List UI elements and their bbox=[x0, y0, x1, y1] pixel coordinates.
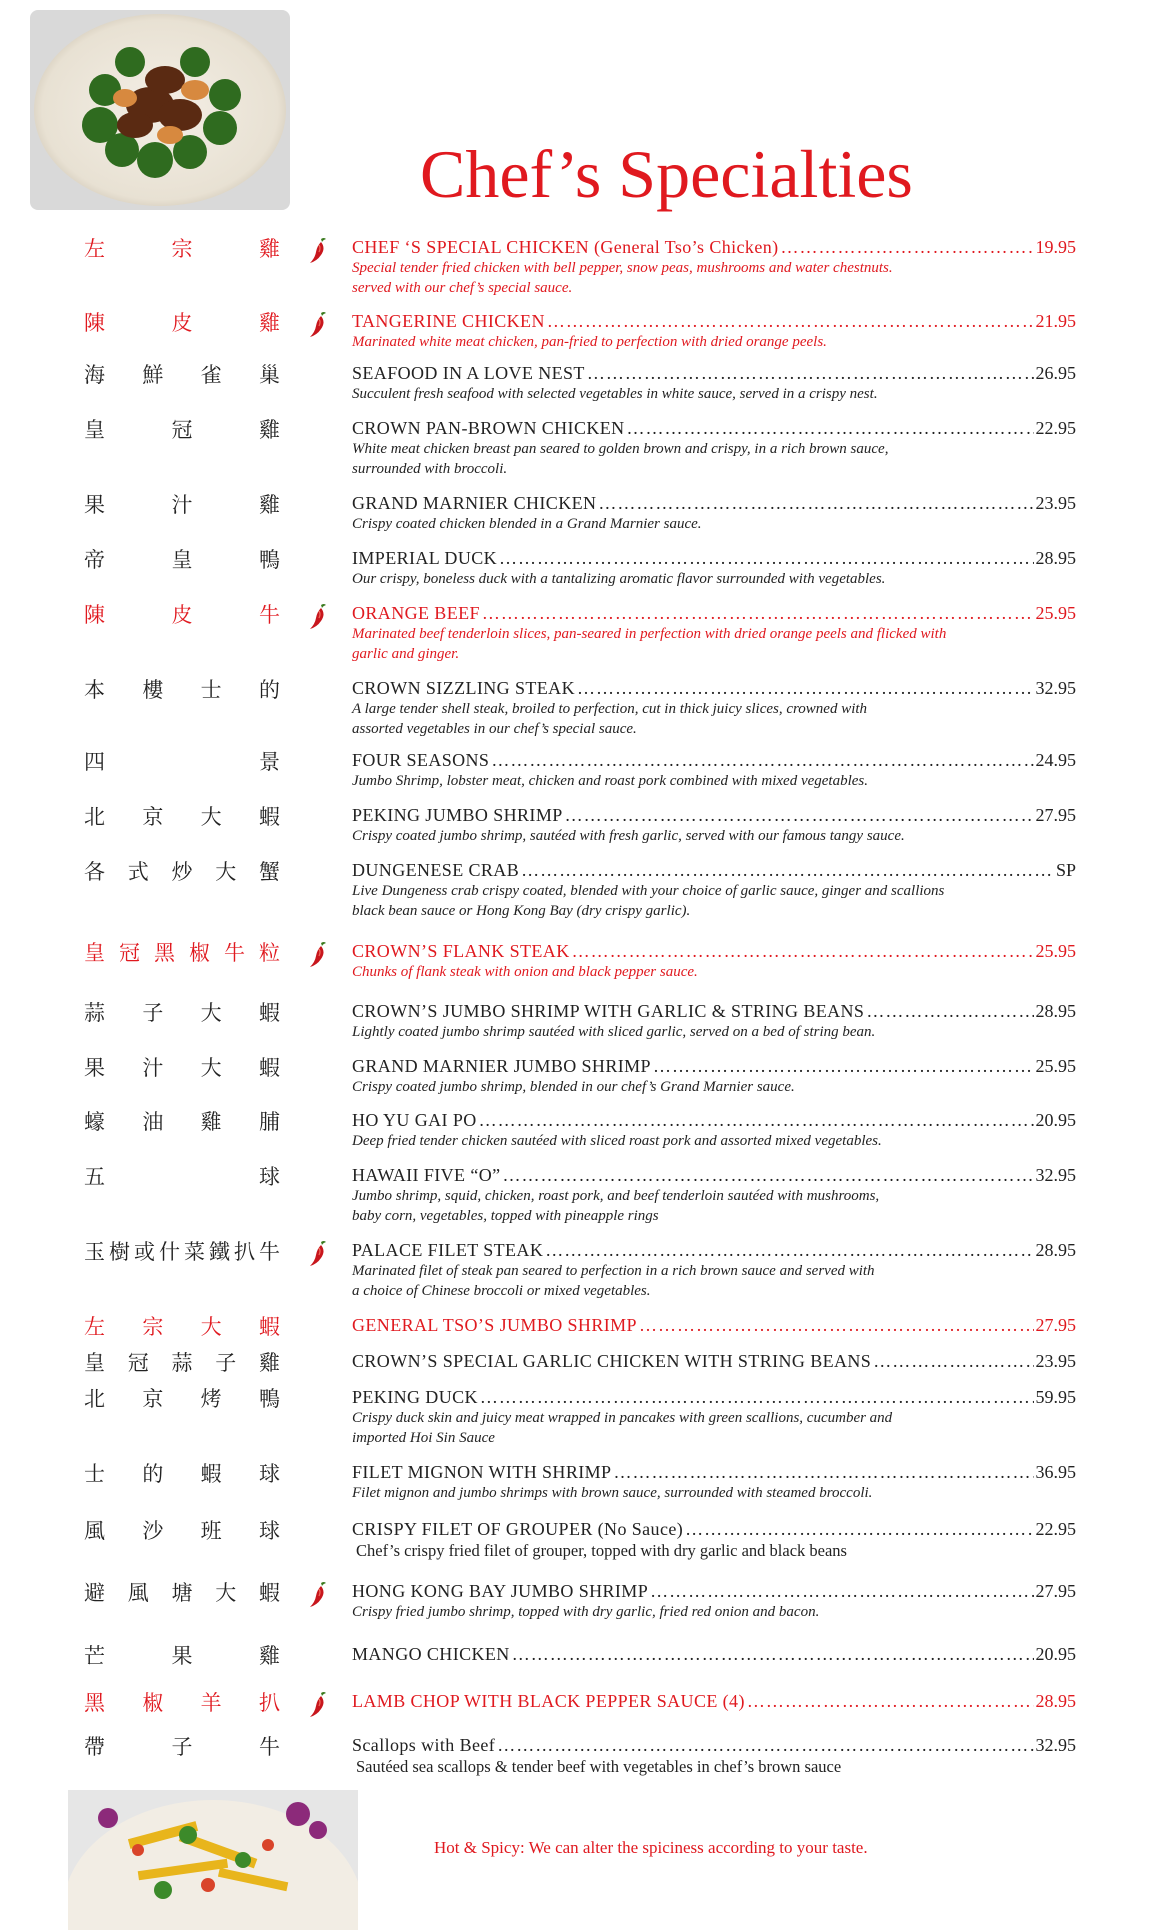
dish-name: IMPERIAL DUCK bbox=[352, 548, 498, 568]
dish-description: White meat chicken breast pan seared to golden brown and crispy, in a rich brown sauce, surrounded with broccoli. bbox=[352, 441, 889, 477]
chinese-char: 雞 bbox=[259, 311, 280, 335]
dish-details bbox=[352, 1109, 1076, 1152]
dish-price: 25.95 bbox=[1035, 941, 1076, 961]
dish-line bbox=[352, 749, 1076, 771]
dish-price: 59.95 bbox=[1035, 1387, 1076, 1407]
chinese-char: 避 bbox=[84, 1581, 105, 1605]
chinese-char: 扒 bbox=[234, 1240, 255, 1264]
chinese-char: 皇 bbox=[171, 548, 193, 572]
dish-name: CHEF ‘S SPECIAL CHICKEN (General Tso’s Chicken) bbox=[352, 237, 779, 257]
chinese-char: 蠔 bbox=[84, 1110, 105, 1134]
chinese-char: 汁 bbox=[142, 1056, 164, 1080]
chinese-char: 雞 bbox=[259, 493, 280, 517]
chinese-char: 左 bbox=[84, 1315, 105, 1339]
chinese-char: 菜 bbox=[184, 1240, 205, 1264]
dish-details bbox=[352, 1350, 1076, 1372]
chinese-char: 什 bbox=[159, 1240, 180, 1264]
dish-name: PALACE FILET STEAK bbox=[352, 1240, 544, 1260]
dish-line bbox=[352, 1239, 1076, 1261]
dish-line bbox=[352, 1580, 1076, 1602]
dot-leader bbox=[480, 1386, 1034, 1408]
dish-details bbox=[352, 749, 1076, 792]
dish-details bbox=[352, 1239, 1076, 1301]
dish-line bbox=[352, 677, 1076, 699]
chinese-char: 各 bbox=[84, 860, 105, 884]
dish-price: 20.95 bbox=[1035, 1110, 1076, 1130]
dish-description: Jumbo shrimp, squid, chicken, roast pork, and beef tenderloin sautéed with mushrooms, baby corn, vegetables, topped with pineapple rings bbox=[352, 1188, 880, 1224]
dish-line bbox=[352, 1164, 1076, 1186]
dish-description: Crispy coated jumbo shrimp, sautéed with fresh garlic, served with our famous tangy sauce. bbox=[352, 828, 905, 844]
dot-leader bbox=[479, 1109, 1034, 1131]
dish-name: Scallops with Beef bbox=[352, 1735, 496, 1755]
dish-details bbox=[352, 1000, 1076, 1043]
dish-details bbox=[352, 547, 1076, 590]
dish-details bbox=[352, 1164, 1076, 1226]
dot-leader bbox=[521, 859, 1054, 881]
chinese-char: 子 bbox=[142, 1001, 164, 1025]
chinese-char: 鮮 bbox=[142, 363, 164, 387]
dish-line bbox=[352, 1518, 1076, 1540]
dish-line bbox=[352, 1350, 1076, 1372]
dish-details bbox=[352, 1643, 1076, 1665]
dish-name: MANGO CHICKEN bbox=[352, 1644, 510, 1664]
chinese-name bbox=[84, 1734, 280, 1760]
chinese-char: 皮 bbox=[171, 311, 193, 335]
dot-leader bbox=[653, 1055, 1034, 1077]
dish-line bbox=[352, 547, 1076, 569]
dish-price: 28.95 bbox=[1035, 1240, 1076, 1260]
chinese-name bbox=[84, 362, 280, 388]
dot-leader bbox=[512, 1643, 1034, 1665]
page-title: Chef’s Specialties bbox=[420, 136, 913, 212]
chinese-char: 牛 bbox=[259, 1240, 280, 1264]
chinese-char: 鐵 bbox=[209, 1240, 230, 1264]
dish-description: Live Dungeness crab crispy coated, blended with your choice of garlic sauce, ginger and scallions black bean sauce or Hong Kong Bay (dry crispy garlic). bbox=[352, 883, 945, 919]
chinese-char: 左 bbox=[84, 237, 105, 261]
dish-line bbox=[352, 940, 1076, 962]
dot-leader bbox=[499, 547, 1033, 569]
chinese-char: 羊 bbox=[200, 1691, 222, 1715]
dish-details bbox=[352, 1580, 1076, 1623]
chili-pepper-icon bbox=[308, 236, 328, 264]
chili-pepper-icon bbox=[308, 940, 328, 968]
chinese-char: 蝦 bbox=[259, 1581, 280, 1605]
dish-price: 21.95 bbox=[1035, 311, 1076, 331]
chinese-char: 宗 bbox=[171, 237, 193, 261]
dot-leader bbox=[781, 236, 1034, 258]
dot-leader bbox=[587, 362, 1034, 384]
dish-price: 28.95 bbox=[1035, 1001, 1076, 1021]
dish-details bbox=[352, 1518, 1076, 1561]
chinese-char: 球 bbox=[259, 1165, 280, 1189]
dish-line bbox=[352, 1461, 1076, 1483]
chinese-char: 陳 bbox=[84, 603, 105, 627]
chinese-name bbox=[84, 1055, 280, 1081]
chinese-char: 陳 bbox=[84, 311, 105, 335]
dish-details bbox=[352, 1386, 1076, 1448]
dish-price: 28.95 bbox=[1035, 1691, 1076, 1711]
dish-description: A large tender shell steak, broiled to perfection, cut in thick juicy slices, crowned with assorted vegetables in our chef’s special sauce. bbox=[352, 701, 868, 737]
chinese-char: 式 bbox=[127, 860, 149, 884]
chinese-char: 班 bbox=[200, 1519, 222, 1543]
chinese-char: 大 bbox=[215, 860, 237, 884]
dish-description: Jumbo Shrimp, lobster meat, chicken and roast pork combined with mixed vegetables. bbox=[352, 773, 869, 789]
dish-price: 25.95 bbox=[1035, 603, 1076, 623]
dish-price: 23.95 bbox=[1035, 493, 1076, 513]
chinese-char: 雞 bbox=[259, 1644, 280, 1668]
dish-description: Marinated beef tenderloin slices, pan-seared in perfection with dried orange peels and flicked with garlic and ginger. bbox=[352, 626, 947, 662]
dish-line bbox=[352, 1734, 1076, 1756]
dish-price: 23.95 bbox=[1035, 1351, 1076, 1371]
chinese-name bbox=[84, 1314, 280, 1340]
dish-line bbox=[352, 1000, 1076, 1022]
dish-description: Our crispy, boneless duck with a tantalizing aromatic flavor surrounded with vegetables. bbox=[352, 571, 886, 587]
chinese-char: 汁 bbox=[171, 493, 193, 517]
dish-name: DUNGENESE CRAB bbox=[352, 860, 520, 880]
dish-details bbox=[352, 859, 1076, 921]
dish-name: TANGERINE CHICKEN bbox=[352, 311, 545, 331]
dish-price: 32.95 bbox=[1035, 678, 1076, 698]
chinese-char: 蒜 bbox=[84, 1001, 105, 1025]
chinese-name bbox=[84, 236, 280, 262]
dish-line bbox=[352, 236, 1076, 258]
dish-description: Crispy coated jumbo shrimp, blended in our chef’s Grand Marnier sauce. bbox=[352, 1079, 795, 1095]
dot-leader bbox=[491, 749, 1033, 771]
chinese-char: 雀 bbox=[200, 363, 222, 387]
dish-details bbox=[352, 417, 1076, 479]
dish-description: Sautéed sea scallops & tender beef with vegetables in chef’s brown sauce bbox=[356, 1757, 842, 1776]
chinese-char: 蝦 bbox=[258, 1315, 280, 1339]
dot-leader bbox=[639, 1314, 1034, 1336]
dish-price: 27.95 bbox=[1035, 1315, 1076, 1335]
dish-details bbox=[352, 236, 1076, 298]
dish-description: Crispy duck skin and juicy meat wrapped in pancakes with green scallions, cucumber and imported Hoi Sin Sauce bbox=[352, 1410, 893, 1446]
dot-leader bbox=[613, 1461, 1033, 1483]
chinese-char: 皮 bbox=[171, 603, 193, 627]
chinese-char: 脯 bbox=[258, 1110, 280, 1134]
chinese-char: 果 bbox=[84, 1056, 105, 1080]
chinese-char: 雞 bbox=[259, 418, 280, 442]
chinese-name bbox=[84, 804, 280, 830]
chinese-char: 果 bbox=[84, 493, 105, 517]
dish-details bbox=[352, 362, 1076, 405]
chinese-name bbox=[84, 859, 280, 885]
chinese-name bbox=[84, 1239, 280, 1265]
dish-name: CROWN SIZZLING STEAK bbox=[352, 678, 575, 698]
chili-pepper-icon bbox=[308, 1239, 328, 1267]
chinese-char: 冠 bbox=[127, 1351, 149, 1375]
chinese-char: 芒 bbox=[84, 1644, 105, 1668]
chinese-name bbox=[84, 1109, 280, 1135]
dish-price: 27.95 bbox=[1035, 1581, 1076, 1601]
chinese-name bbox=[84, 1643, 280, 1669]
chinese-name bbox=[84, 749, 280, 775]
dot-leader bbox=[503, 1164, 1034, 1186]
chinese-char: 帶 bbox=[84, 1735, 105, 1759]
dish-line bbox=[352, 1386, 1076, 1408]
dot-leader bbox=[547, 310, 1034, 332]
chinese-char: 冠 bbox=[119, 941, 140, 965]
chinese-char: 景 bbox=[259, 750, 280, 774]
dish-details bbox=[352, 804, 1076, 847]
dish-line bbox=[352, 492, 1076, 514]
chinese-char: 蝦 bbox=[200, 1462, 222, 1486]
dish-line bbox=[352, 1690, 1076, 1712]
dish-price: 19.95 bbox=[1035, 237, 1076, 257]
chinese-char: 士 bbox=[84, 1462, 105, 1486]
chinese-char: 風 bbox=[127, 1581, 149, 1605]
chinese-char: 的 bbox=[258, 678, 280, 702]
dish-name: CROWN PAN-BROWN CHICKEN bbox=[352, 418, 625, 438]
dish-line bbox=[352, 804, 1076, 826]
chinese-char: 子 bbox=[215, 1351, 237, 1375]
dot-leader bbox=[572, 940, 1034, 962]
dish-line bbox=[352, 417, 1076, 439]
chinese-char: 牛 bbox=[259, 1735, 280, 1759]
dish-price: 27.95 bbox=[1035, 805, 1076, 825]
dish-photo-bottom-image bbox=[68, 1790, 358, 1930]
dish-description: Chunks of flank steak with onion and black pepper sauce. bbox=[352, 964, 698, 980]
dish-line bbox=[352, 602, 1076, 624]
chinese-char: 皇 bbox=[84, 1351, 105, 1375]
chinese-char: 蝦 bbox=[258, 1001, 280, 1025]
dish-name: FILET MIGNON WITH SHRIMP bbox=[352, 1462, 612, 1482]
dish-line bbox=[352, 1109, 1076, 1131]
chinese-char: 球 bbox=[258, 1462, 280, 1486]
chinese-char: 北 bbox=[84, 1387, 105, 1411]
chinese-name bbox=[84, 1350, 280, 1376]
chinese-name bbox=[84, 677, 280, 703]
chili-pepper-icon bbox=[308, 602, 328, 630]
dish-price: 22.95 bbox=[1035, 1519, 1076, 1539]
dish-name: FOUR SEASONS bbox=[352, 750, 490, 770]
chinese-name bbox=[84, 602, 280, 628]
chinese-name bbox=[84, 417, 280, 443]
chinese-name bbox=[84, 1461, 280, 1487]
dish-details bbox=[352, 677, 1076, 739]
chinese-char: 子 bbox=[171, 1735, 193, 1759]
chinese-name bbox=[84, 1580, 280, 1606]
chinese-char: 扒 bbox=[258, 1691, 280, 1715]
dish-details bbox=[352, 1055, 1076, 1098]
chinese-char: 炒 bbox=[171, 860, 193, 884]
chinese-char: 牛 bbox=[224, 941, 245, 965]
chinese-char: 油 bbox=[142, 1110, 164, 1134]
chinese-char: 樓 bbox=[142, 678, 164, 702]
chinese-char: 鴨 bbox=[258, 1387, 280, 1411]
dish-details bbox=[352, 1690, 1076, 1712]
chinese-char: 五 bbox=[84, 1165, 105, 1189]
dish-name: LAMB CHOP WITH BLACK PEPPER SAUCE (4) bbox=[352, 1691, 745, 1711]
chinese-char: 大 bbox=[215, 1581, 237, 1605]
chinese-char: 蝦 bbox=[258, 805, 280, 829]
dish-name: CROWN’S SPECIAL GARLIC CHICKEN WITH STRING BEANS bbox=[352, 1351, 872, 1371]
chinese-char: 本 bbox=[84, 678, 105, 702]
dot-leader bbox=[545, 1239, 1033, 1261]
chinese-char: 牛 bbox=[259, 603, 280, 627]
chinese-char: 黑 bbox=[154, 941, 175, 965]
dish-name: ORANGE BEEF bbox=[352, 603, 480, 623]
dish-description: Marinated white meat chicken, pan-fried to perfection with dried orange peels. bbox=[352, 334, 827, 350]
chinese-char: 皇 bbox=[84, 418, 105, 442]
dish-price: 24.95 bbox=[1035, 750, 1076, 770]
dish-description: Special tender fried chicken with bell pepper, snow peas, mushrooms and water chestnuts. served with our chef’s special sauce. bbox=[352, 260, 893, 296]
dish-line bbox=[352, 1643, 1076, 1665]
chinese-char: 沙 bbox=[142, 1519, 164, 1543]
chinese-char: 或 bbox=[134, 1240, 155, 1264]
chinese-char: 蒜 bbox=[171, 1351, 193, 1375]
chinese-char: 椒 bbox=[142, 1691, 164, 1715]
chinese-char: 鴨 bbox=[259, 548, 280, 572]
chinese-char: 京 bbox=[142, 1387, 164, 1411]
dish-description: Crispy fried jumbo shrimp, topped with dry garlic, fried red onion and bacon. bbox=[352, 1604, 820, 1620]
dish-name: GENERAL TSO’S JUMBO SHRIMP bbox=[352, 1315, 637, 1335]
dish-name: CRISPY FILET OF GROUPER (No Sauce) bbox=[352, 1519, 684, 1539]
chinese-char: 四 bbox=[84, 750, 105, 774]
dish-line bbox=[352, 310, 1076, 332]
chinese-name bbox=[84, 547, 280, 573]
chinese-char: 雞 bbox=[259, 237, 280, 261]
dish-price: 26.95 bbox=[1035, 363, 1076, 383]
dot-leader bbox=[497, 1734, 1033, 1756]
dish-details bbox=[352, 940, 1076, 983]
dot-leader bbox=[685, 1518, 1033, 1540]
chinese-char: 球 bbox=[258, 1519, 280, 1543]
dot-leader bbox=[482, 602, 1034, 624]
chinese-char: 的 bbox=[142, 1462, 164, 1486]
dot-leader bbox=[565, 804, 1034, 826]
chinese-char: 大 bbox=[200, 1056, 222, 1080]
chili-pepper-icon bbox=[308, 1580, 328, 1608]
chinese-char: 樹 bbox=[109, 1240, 130, 1264]
chinese-char: 風 bbox=[84, 1519, 105, 1543]
chinese-char: 海 bbox=[84, 363, 105, 387]
chinese-char: 北 bbox=[84, 805, 105, 829]
chinese-name bbox=[84, 1386, 280, 1412]
chinese-char: 黑 bbox=[84, 1691, 105, 1715]
dish-line bbox=[352, 1055, 1076, 1077]
dot-leader bbox=[747, 1690, 1034, 1712]
chinese-char: 雞 bbox=[200, 1110, 222, 1134]
chinese-name bbox=[84, 310, 280, 336]
chinese-char: 玉 bbox=[84, 1240, 105, 1264]
chinese-char: 京 bbox=[142, 805, 164, 829]
dot-leader bbox=[577, 677, 1034, 699]
chinese-char: 椒 bbox=[189, 941, 210, 965]
dish-price: SP bbox=[1055, 860, 1076, 880]
chinese-name bbox=[84, 1000, 280, 1026]
chinese-char: 蝦 bbox=[258, 1056, 280, 1080]
dish-details bbox=[352, 310, 1076, 353]
chinese-char: 士 bbox=[200, 678, 222, 702]
chinese-char: 大 bbox=[200, 1001, 222, 1025]
chinese-char: 粒 bbox=[259, 941, 280, 965]
dish-name: PEKING JUMBO SHRIMP bbox=[352, 805, 563, 825]
chinese-char: 雞 bbox=[259, 1351, 280, 1375]
dish-name: CROWN’S FLANK STEAK bbox=[352, 941, 570, 961]
chinese-char: 帝 bbox=[84, 548, 105, 572]
spicy-note: Hot & Spicy: We can alter the spiciness according to your taste. bbox=[434, 1838, 868, 1857]
dish-description: Crispy coated chicken blended in a Grand Marnier sauce. bbox=[352, 516, 702, 532]
dot-leader bbox=[866, 1000, 1033, 1022]
dish-price: 32.95 bbox=[1035, 1735, 1076, 1755]
dish-price: 22.95 bbox=[1035, 418, 1076, 438]
dot-leader bbox=[650, 1580, 1033, 1602]
chinese-char: 皇 bbox=[84, 941, 105, 965]
dish-name: GRAND MARNIER CHICKEN bbox=[352, 493, 597, 513]
dish-details bbox=[352, 602, 1076, 664]
chinese-char: 巢 bbox=[258, 363, 280, 387]
chinese-name bbox=[84, 1690, 280, 1716]
chinese-char: 烤 bbox=[200, 1387, 222, 1411]
chinese-char: 蟹 bbox=[259, 860, 280, 884]
dish-name: HONG KONG BAY JUMBO SHRIMP bbox=[352, 1581, 649, 1601]
dish-name: GRAND MARNIER JUMBO SHRIMP bbox=[352, 1056, 651, 1076]
dish-price: 28.95 bbox=[1035, 548, 1076, 568]
chili-pepper-icon bbox=[308, 1690, 328, 1718]
dish-details bbox=[352, 1461, 1076, 1504]
dish-description: Lightly coated jumbo shrimp sautéed with sliced garlic, served on a bed of string bean. bbox=[352, 1024, 876, 1040]
chinese-char: 宗 bbox=[142, 1315, 164, 1339]
chinese-name bbox=[84, 940, 280, 966]
dish-line bbox=[352, 1314, 1076, 1336]
dish-details bbox=[352, 1314, 1076, 1336]
dish-details bbox=[352, 492, 1076, 535]
chinese-char: 大 bbox=[200, 1315, 222, 1339]
chili-pepper-icon bbox=[308, 310, 328, 338]
chinese-name bbox=[84, 492, 280, 518]
dot-leader bbox=[627, 417, 1034, 439]
dish-price: 32.95 bbox=[1035, 1165, 1076, 1185]
dish-name: PEKING DUCK bbox=[352, 1387, 478, 1407]
dish-details bbox=[352, 1734, 1076, 1777]
dish-name: HAWAII FIVE “O” bbox=[352, 1165, 501, 1185]
dot-leader bbox=[598, 492, 1033, 514]
dish-name: SEAFOOD IN A LOVE NEST bbox=[352, 363, 585, 383]
dish-line bbox=[352, 362, 1076, 384]
chinese-name bbox=[84, 1164, 280, 1190]
dish-price: 25.95 bbox=[1035, 1056, 1076, 1076]
dish-description: Filet mignon and jumbo shrimps with brown sauce, surrounded with steamed broccoli. bbox=[352, 1485, 873, 1501]
dish-description: Marinated filet of steak pan seared to perfection in a rich brown sauce and served with a choice of Chinese broccoli or mixed vegetables. bbox=[352, 1263, 875, 1299]
dot-leader bbox=[873, 1350, 1033, 1372]
chinese-name bbox=[84, 1518, 280, 1544]
dish-description: Chef’s crispy fried filet of grouper, topped with dry garlic and black beans bbox=[356, 1541, 847, 1560]
dish-name: HO YU GAI PO bbox=[352, 1110, 477, 1130]
dish-name: CROWN’S JUMBO SHRIMP WITH GARLIC & STRING BEANS bbox=[352, 1001, 865, 1021]
dish-description: Deep fried tender chicken sautéed with sliced roast pork and assorted mixed vegetables. bbox=[352, 1133, 882, 1149]
chinese-char: 果 bbox=[171, 1644, 193, 1668]
dish-line bbox=[352, 859, 1076, 881]
dish-price: 36.95 bbox=[1035, 1462, 1076, 1482]
dish-price: 20.95 bbox=[1035, 1644, 1076, 1664]
chinese-char: 冠 bbox=[171, 418, 193, 442]
chinese-char: 大 bbox=[200, 805, 222, 829]
dish-photo-bottom bbox=[68, 1790, 358, 1930]
dish-description: Succulent fresh seafood with selected vegetables in white sauce, served in a crispy nest. bbox=[352, 386, 878, 402]
chinese-char: 塘 bbox=[171, 1581, 193, 1605]
